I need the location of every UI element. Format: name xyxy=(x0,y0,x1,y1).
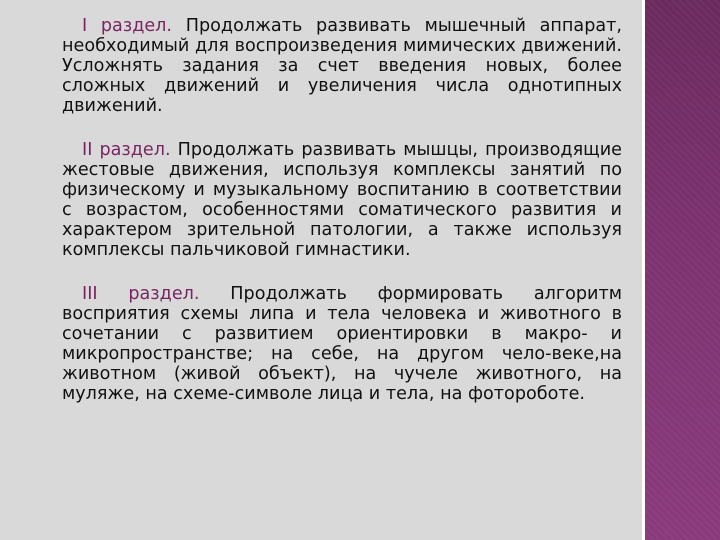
section-3-paragraph xyxy=(62,284,622,404)
section-1-heading: I раздел. xyxy=(82,16,173,36)
section-1-paragraph xyxy=(62,16,622,116)
section-3-text: Продолжать формировать алгоритм восприятия схемы липа и тела человека и животного в сочетании с развитием ориентировки в макро- и микропространстве; на себе, на другом чело-веке,на животном (живой объект), на чучеле животного, на муляже, на схеме-символе лица и тела, на фоторoботе. xyxy=(62,284,623,404)
section-2-paragraph xyxy=(62,140,622,260)
section-2-heading: II раздел. xyxy=(82,140,171,160)
section-3-heading: III раздел. xyxy=(82,284,200,304)
decorative-sidebar xyxy=(645,0,720,540)
slide-content xyxy=(62,16,622,428)
section-2-text: Продолжать развивать мышцы, производящие жестовые движения, используя комплексы занятий по физическому и музыкальному воспитанию в соответствии с возрастом, особенностями соматического развития и характером зрительной патологии, а также используя комплексы пальчиковой гимнастики. xyxy=(62,140,623,260)
section-1-text: Продолжать развивать мышечный аппарат, необходимый для воспроизведения мимических движений. Усложнять задания за счет введения новых, более сложных движений и увеличения числа однотипных движений. xyxy=(62,16,622,116)
